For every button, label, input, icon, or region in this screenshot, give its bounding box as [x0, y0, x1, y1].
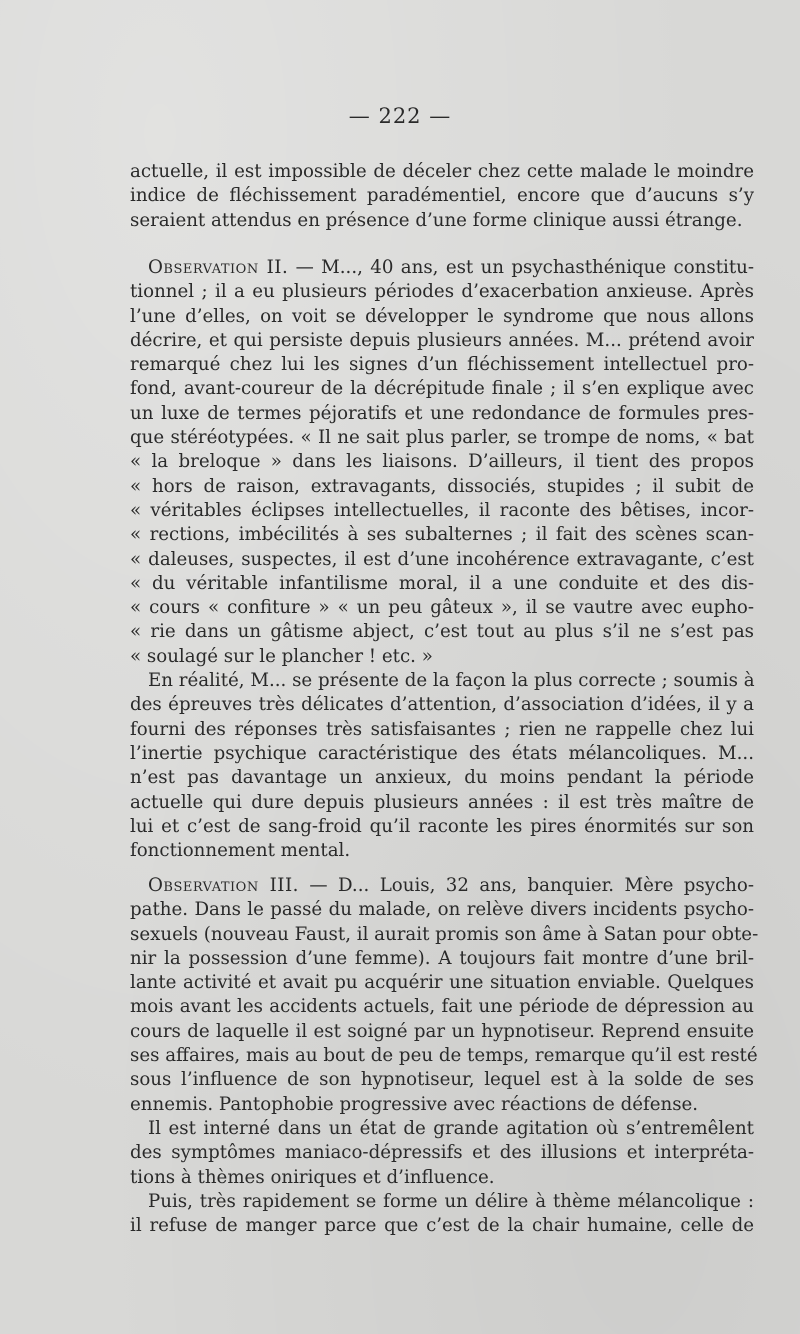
text-line: des symptômes maniaco-dépressifs et des illusions et interpréta- — [130, 1142, 754, 1164]
text-line: ennemis. Pantophobie progressive avec réactions de défense. — [130, 1093, 699, 1115]
text-line: pathe. Dans le passé du malade, on relève divers incidents psycho- — [130, 899, 754, 921]
text-line: actuelle qui dure depuis plusieurs années : il est très maître de — [130, 791, 754, 813]
text-line: fond, avant-coureur de la décrépitude finale ; il s’en explique avec — [130, 378, 754, 400]
text-line: seraient attendus en présence d’une forme clinique aussi étrange. — [130, 209, 743, 231]
text-line: lante activité et avait pu acquérir une situation enviable. Quelques — [130, 972, 754, 994]
text-line: « la breloque » dans les liaisons. D’ailleurs, il tient des propos — [130, 451, 754, 473]
text-line: nir la possession d’une femme). A toujours fait montre d’une bril- — [130, 947, 754, 969]
text-line: il refuse de manger parce que c’est de la chair humaine, celle de — [130, 1215, 754, 1237]
observation-2-intro: — M..., 40 ans, est un psychasthénique constitu- — [288, 257, 755, 278]
observation-3 — [130, 874, 759, 1238]
text-line: indice de fléchissement paradémentiel, encore que d’aucuns s’y — [130, 185, 754, 207]
text-line: l’inertie psychique caractéristique des états mélancoliques. M... — [130, 742, 754, 764]
observation-3-intro: — D... Louis, 32 ans, banquier. Mère psycho- — [298, 875, 754, 896]
continuation-paragraph — [130, 160, 754, 233]
text-line: sexuels (nouveau Faust, il aurait promis son âme à Satan pour obte- — [130, 923, 759, 945]
text-line: des épreuves très délicates d’attention, d’association d’idées, il y a — [130, 694, 754, 716]
text-line: « véritables éclipses intellectuelles, il raconte des bêtises, incor- — [130, 499, 754, 521]
text-line: En réalité, M... se présente de la façon la plus correcte ; soumis à — [148, 670, 755, 692]
text-line: remarqué chez lui les signes d’un fléchissement intellectuel pro- — [130, 354, 754, 376]
text-line: « hors de raison, extravagants, dissociés, stupides ; il subit de — [130, 475, 754, 497]
text-line: mois avant les accidents actuels, fait une période de dépression au — [130, 996, 754, 1018]
text-line: ses affaires, mais au bout de peu de temps, remarque qu’il est resté — [130, 1045, 758, 1067]
text-line: Il est interné dans un état de grande agitation où s’entremêlent — [148, 1117, 754, 1139]
text-line: « rections, imbécilités à ses subalternes ; il fait des scènes scan- — [130, 524, 754, 546]
observation-3-first-line — [130, 874, 754, 898]
text-line: lui et c’est de sang-froid qu’il raconte les pires énormités sur son — [130, 815, 754, 837]
text-line: « cours « confiture » « un peu gâteux », il se vautre avec eupho- — [130, 597, 754, 619]
observation-3-heading: Observation III. — [148, 875, 299, 896]
text-line: décrire, et qui persiste depuis plusieurs années. M... prétend avoir — [130, 329, 754, 351]
text-line: que stéréotypées. « Il ne sait plus parler, se trompe de noms, « bat — [130, 427, 754, 449]
text-line: sous l’influence de son hypnotiseur, lequel est à la solde de ses — [130, 1069, 754, 1091]
observation-2-first-line — [130, 256, 754, 280]
observation-2-heading: Observation II. — [148, 257, 289, 278]
text-line: fonctionnement mental. — [130, 840, 351, 862]
text-line: cours de laquelle il est soigné par un hypnotiseur. Reprend ensuite — [130, 1020, 754, 1042]
text-line: fourni des réponses très satisfaisantes ; rien ne rappelle chez lui — [130, 718, 754, 740]
text-line: « du véritable infantilisme moral, il a une conduite et des dis- — [130, 572, 754, 594]
text-line: tions à thèmes oniriques et d’influence. — [130, 1166, 495, 1188]
text-line: tionnel ; il a eu plusieurs périodes d’exacerbation anxieuse. Après — [130, 281, 754, 303]
text-line: Puis, très rapidement se forme un délire à thème mélancolique : — [148, 1190, 754, 1212]
text-line: l’une d’elles, on voit se développer le syndrome que nous allons — [130, 305, 754, 327]
text-line: « soulagé sur le plancher ! etc. » — [130, 645, 433, 667]
page-number: — 222 — — [348, 104, 452, 128]
text-line: n’est pas davantage un anxieux, du moins pendant la période — [130, 767, 754, 789]
text-line: « rie dans un gâtisme abject, c’est tout au plus s’il ne s’est pas — [130, 621, 754, 643]
text-line: un luxe de termes péjoratifs et une redondance de formules pres- — [130, 402, 754, 424]
text-line: « daleuses, suspectes, il est d’une incohérence extravagante, c’est — [130, 548, 754, 570]
observation-2 — [130, 256, 754, 863]
text-line: actuelle, il est impossible de déceler chez cette malade le moindre — [130, 161, 754, 182]
